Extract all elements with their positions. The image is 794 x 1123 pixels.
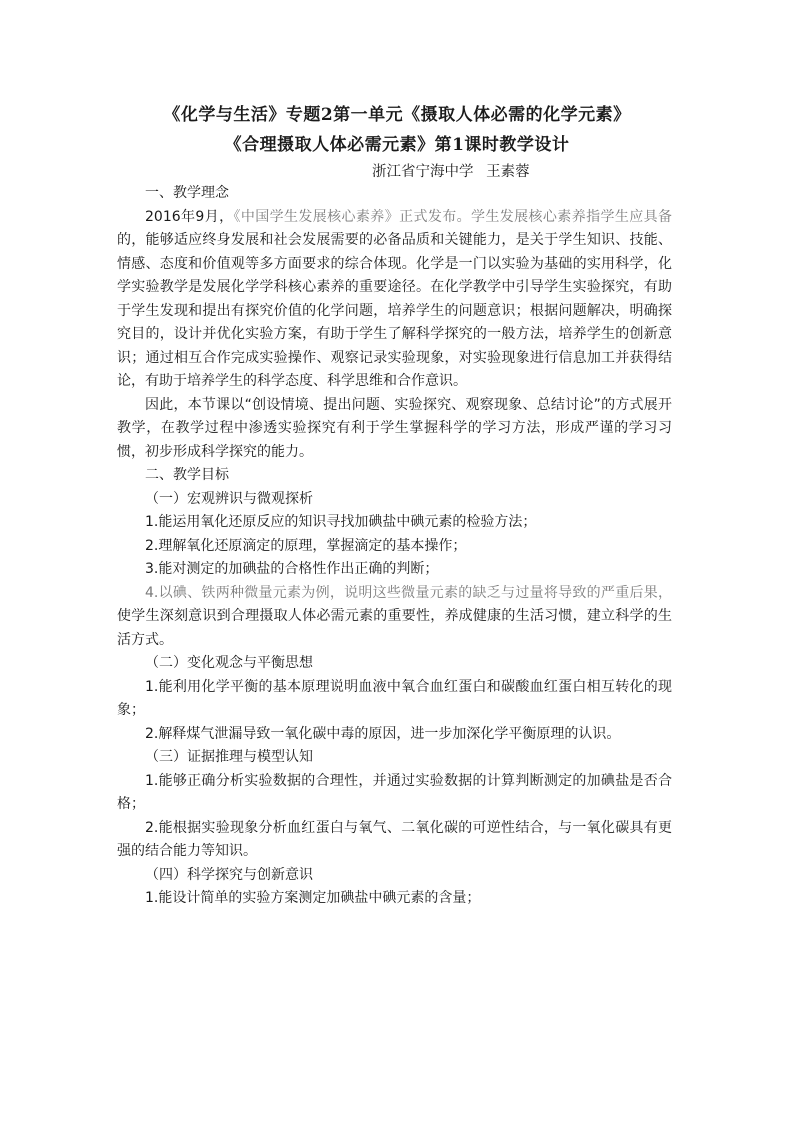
section-heading-objectives: 二、教学目标	[145, 467, 229, 483]
list-item: 1.能利用化学平衡的基本原理说明血液中氧合血红蛋白和碳酸血红蛋白相互转化的现象；	[117, 678, 672, 718]
list-item: 2.能根据实验现象分析血红蛋白与氧气、二氧化碳的可逆性结合，与一氧化碳具有更强的结合能力等知识。	[117, 819, 672, 859]
list-item: 1.能运用氧化还原反应的知识寻找加碘盐中碘元素的检验方法；	[145, 514, 537, 530]
document-title: 《化学与生活》专题2第一单元《摄取人体必需的化学元素》	[163, 105, 631, 125]
list-item	[117, 582, 672, 653]
paragraph-gray-text: 《中国学生发展核心素养》正式发布。学生发展核心素养指学生应具备	[233, 208, 672, 225]
subheading-change-balance: （二）变化观念与平衡思想	[145, 655, 313, 671]
list-item: 1.能设计简单的实验方案测定加碘盐中碘元素的含量；	[145, 890, 481, 906]
list-item-rest: 使学生深刻意识到合理摄取人体必需元素的重要性，养成健康的生活习惯，建立科学的生活方式。	[117, 608, 672, 648]
section-heading-philosophy: 一、教学理念	[145, 185, 229, 201]
list-item: 1.能够正确分析实验数据的合理性，并通过实验数据的计算判断测定的加碘盐是否合格；	[117, 772, 672, 812]
list-item: 2.理解氧化还原滴定的原理，掌握滴定的基本操作；	[145, 537, 467, 554]
list-item: 3.能对测定的加碘盐的合格性作出正确的判断；	[145, 561, 439, 577]
subheading-macro-micro: （一）宏观辨识与微观探析	[145, 490, 313, 507]
paragraph-philosophy-2: 因此，本节课以“创设情境、提出问题、实验探究、观察现象、总结讨论”的方式展开教学，在教学过程中渗透实验探究有利于学生掌握科学的学习方法，形成严谨的学习习惯，初步形成科学探究的能力。	[117, 396, 672, 460]
paragraph-lead: 2016年9月，	[145, 208, 234, 225]
list-item: 2.解释煤气泄漏导致一氧化碳中毒的原因，进一步加深化学平衡原理的认识。	[145, 725, 621, 742]
document-body	[117, 182, 672, 911]
subheading-inquiry-innovation: （四）科学探究与创新意识	[145, 866, 313, 883]
document-subtitle: 《合理摄取人体必需元素》第1课时教学设计	[224, 135, 570, 155]
subheading-evidence-model: （三）证据推理与模型认知	[145, 749, 313, 765]
paragraph-philosophy-1	[117, 206, 672, 394]
paragraph-rest: 的，能够适应终身发展和社会发展需要的必备品质和关键能力，是关于学生知识、技能、情感、态度和价值观等多方面要求的综合体现。化学是一门以实验为基础的实用科学，化学实验教学是发展化学学科核心素养的重要途径。在化学教学中引导学生实验探究，有助于学生发现和提出有探究价值的化学问题，培养学生的问题意识；根据问题解决，明确探究目的，设计并优化实验方案，有助于学生了解科学探究的一般方法，培养学生的创新意识；通过相互合作完成实验操作、观察记录实验现象，对实验现象进行信息加工并获得结论，有助于培养学生的科学态度、科学思维和合作意识。	[117, 232, 672, 389]
author-line: 浙江省宁海中学 王素蓉	[372, 164, 530, 180]
list-item-gray-text: 4.以碘、铁两种微量元素为例，说明这些微量元素的缺乏与过量将导致的严重后果，	[145, 584, 672, 601]
